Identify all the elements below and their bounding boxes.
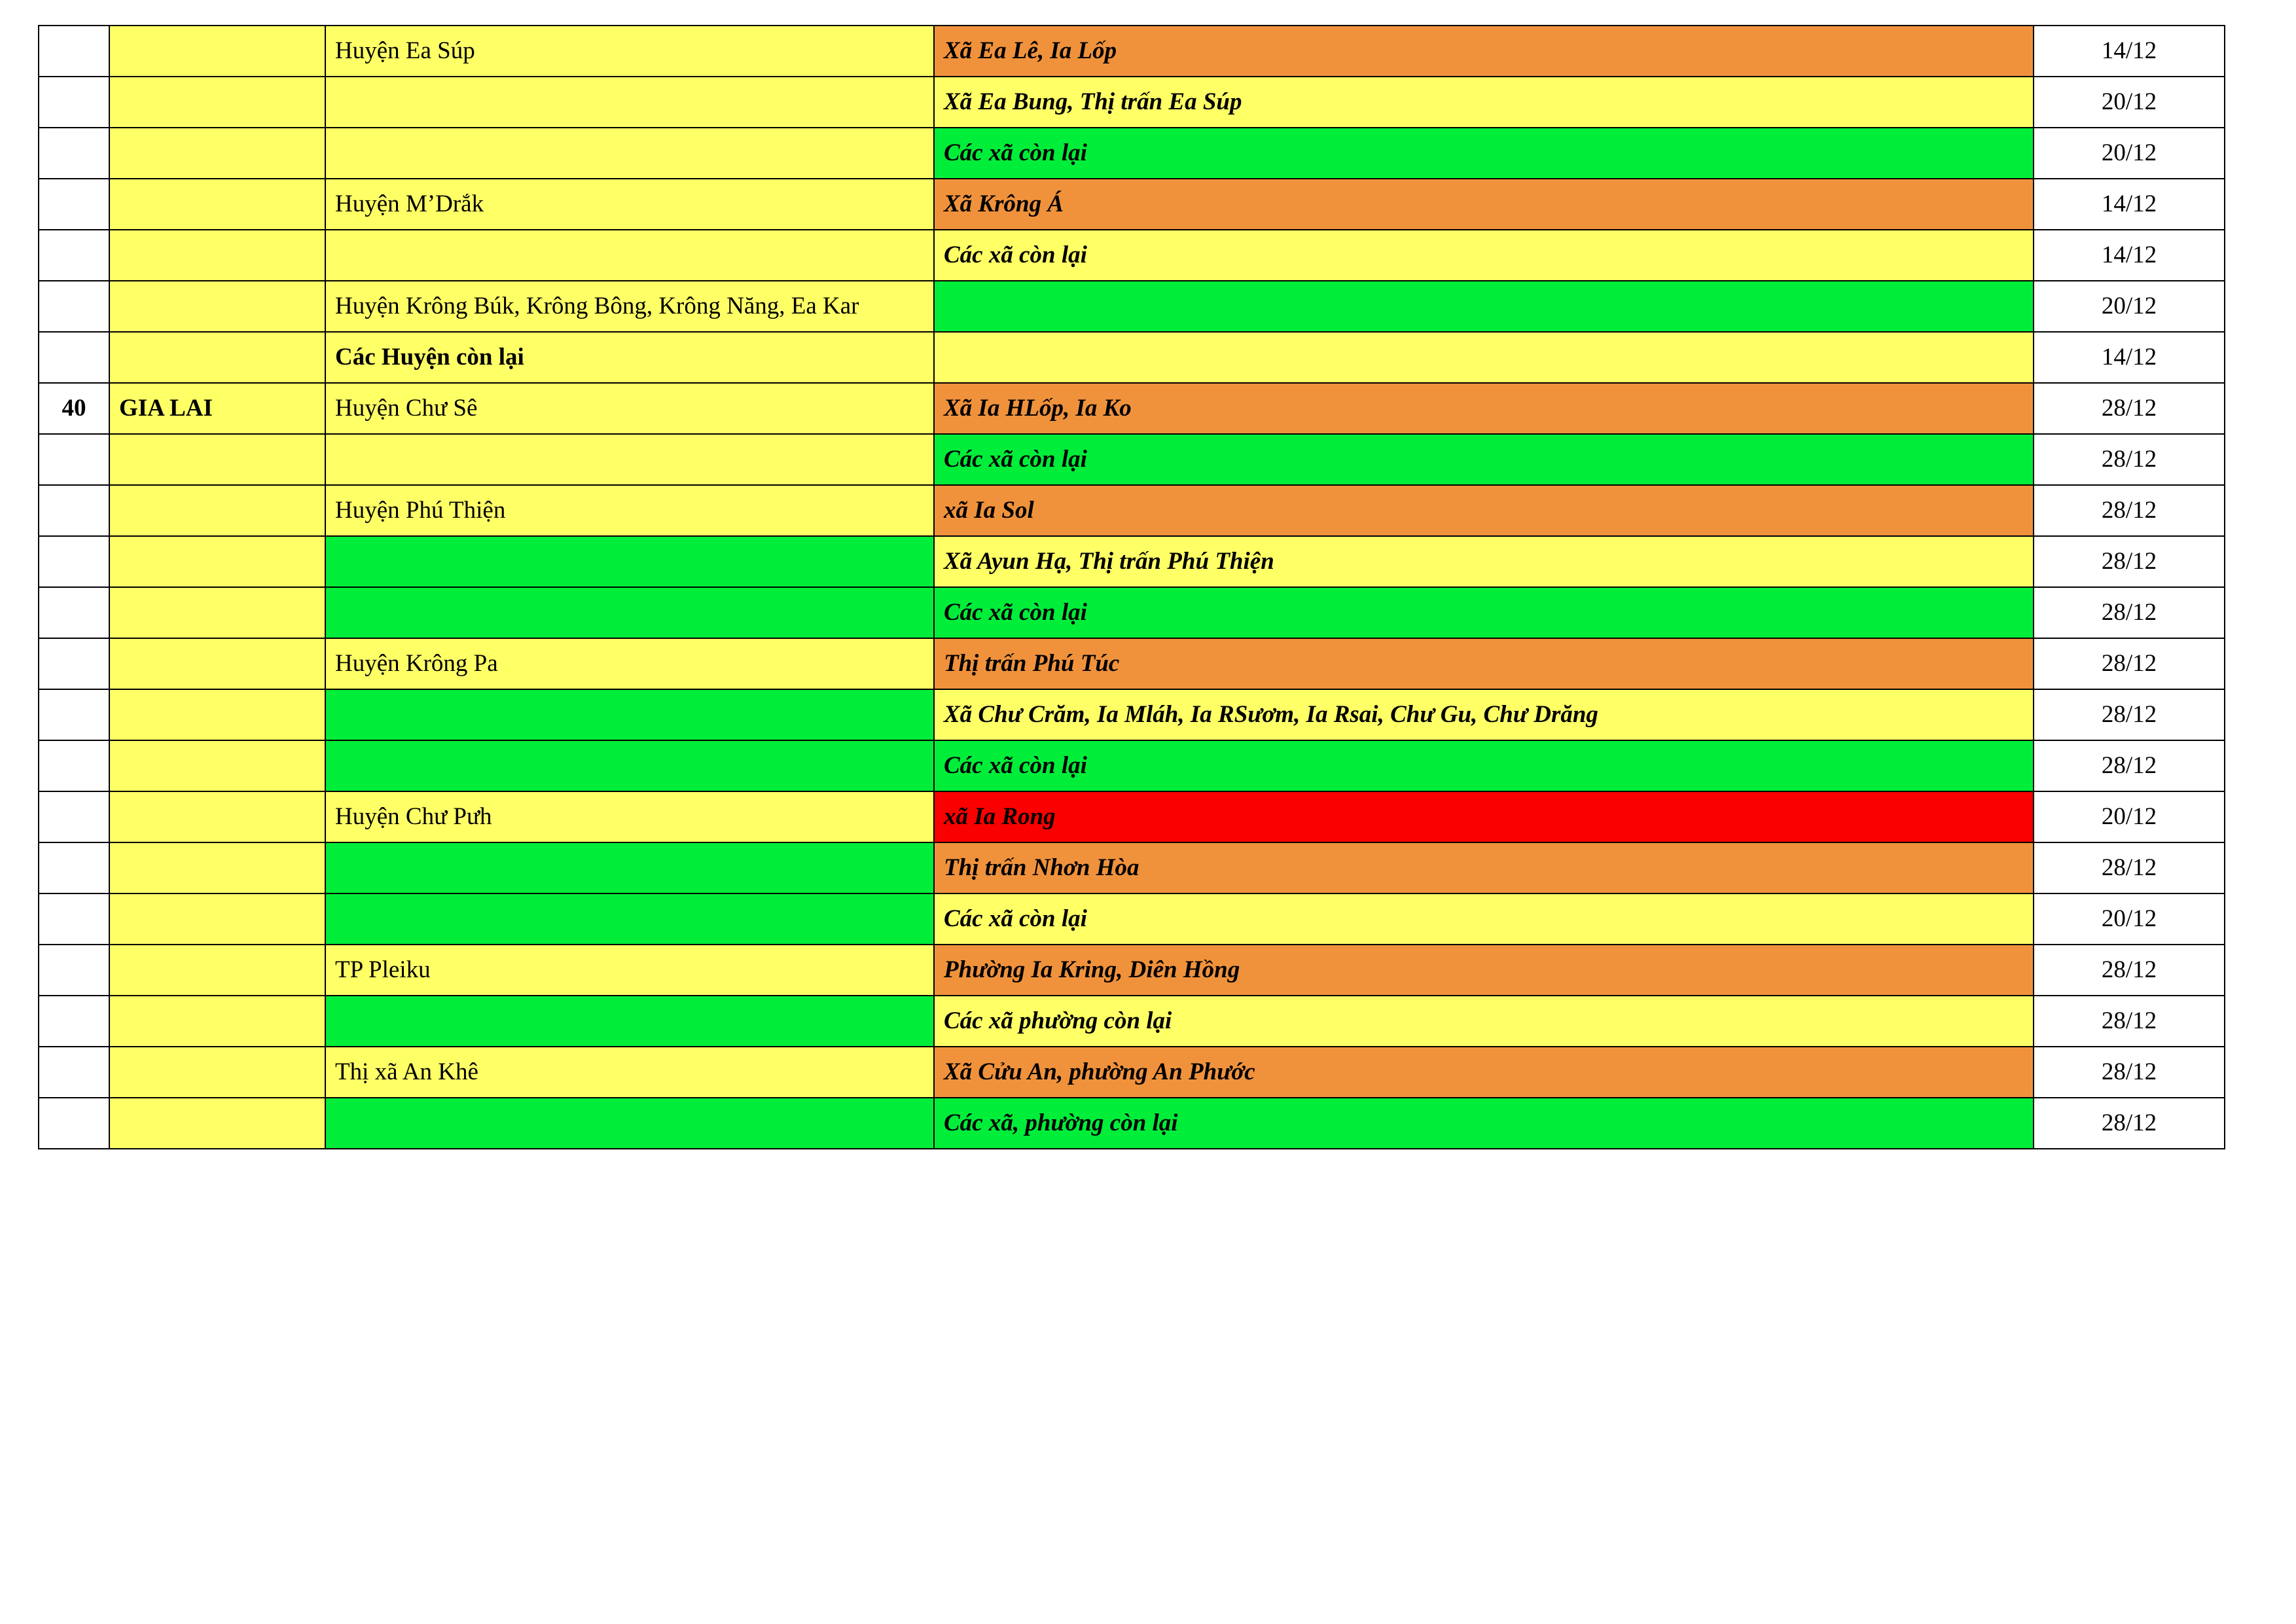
table-row (39, 791, 2225, 842)
cell-date: 28/12 (2034, 945, 2225, 996)
table-row (39, 230, 2225, 281)
cell-ward: Thị trấn Phú Túc (934, 638, 2034, 689)
cell-date: 28/12 (2034, 485, 2225, 536)
cell-province (109, 26, 325, 77)
cell-ward: xã Ia Rong (934, 791, 2034, 842)
cell-district: Huyện Ea Súp (325, 26, 934, 77)
table-row (39, 383, 2225, 434)
cell-district: Huyện Phú Thiện (325, 485, 934, 536)
cell-district (325, 842, 934, 893)
cell-index (39, 893, 109, 945)
cell-ward: Xã Ia HLốp, Ia Ko (934, 383, 2034, 434)
table-row (39, 689, 2225, 740)
cell-ward: Xã Ayun Hạ, Thị trấn Phú Thiện (934, 536, 2034, 587)
cell-district: Huyện Chư Sê (325, 383, 934, 434)
cell-district: Huyện M’Drắk (325, 179, 934, 230)
table-row (39, 77, 2225, 128)
cell-ward: Các xã còn lại (934, 230, 2034, 281)
table-row (39, 945, 2225, 996)
cell-date: 28/12 (2034, 638, 2225, 689)
table-row (39, 485, 2225, 536)
table-row (39, 281, 2225, 332)
cell-index (39, 230, 109, 281)
cell-index (39, 587, 109, 638)
cell-district: Huyện Krông Pa (325, 638, 934, 689)
cell-date: 20/12 (2034, 893, 2225, 945)
cell-ward: Các xã còn lại (934, 128, 2034, 179)
cell-date: 14/12 (2034, 230, 2225, 281)
cell-ward: Xã Ea Lê, Ia Lốp (934, 26, 2034, 77)
cell-date: 28/12 (2034, 996, 2225, 1047)
cell-index: 40 (39, 383, 109, 434)
cell-index (39, 434, 109, 485)
cell-ward: Các xã còn lại (934, 434, 2034, 485)
cell-district: TP Pleiku (325, 945, 934, 996)
cell-date: 28/12 (2034, 536, 2225, 587)
cell-date: 28/12 (2034, 383, 2225, 434)
cell-date: 14/12 (2034, 26, 2225, 77)
cell-date: 28/12 (2034, 842, 2225, 893)
cell-province (109, 638, 325, 689)
cell-index (39, 638, 109, 689)
risk-level-table (38, 25, 2225, 1149)
cell-district: Thị xã An Khê (325, 1047, 934, 1098)
cell-ward (934, 332, 2034, 383)
cell-district (325, 996, 934, 1047)
cell-ward: Xã Krông Á (934, 179, 2034, 230)
cell-date: 20/12 (2034, 77, 2225, 128)
table-row (39, 842, 2225, 893)
table-row (39, 587, 2225, 638)
table-row (39, 638, 2225, 689)
table-row (39, 1098, 2225, 1149)
cell-province (109, 485, 325, 536)
table-row (39, 434, 2225, 485)
cell-date: 28/12 (2034, 434, 2225, 485)
cell-province (109, 1098, 325, 1149)
cell-province (109, 434, 325, 485)
cell-district (325, 434, 934, 485)
cell-ward: Các xã còn lại (934, 587, 2034, 638)
cell-date: 28/12 (2034, 1047, 2225, 1098)
cell-province (109, 1047, 325, 1098)
cell-ward: Các xã, phường còn lại (934, 1098, 2034, 1149)
cell-date: 20/12 (2034, 791, 2225, 842)
table-row (39, 332, 2225, 383)
cell-district (325, 587, 934, 638)
cell-date: 28/12 (2034, 740, 2225, 791)
cell-index (39, 740, 109, 791)
cell-province (109, 791, 325, 842)
table-row (39, 740, 2225, 791)
cell-district (325, 536, 934, 587)
cell-ward (934, 281, 2034, 332)
cell-province (109, 842, 325, 893)
cell-district (325, 128, 934, 179)
cell-district (325, 740, 934, 791)
cell-ward: Xã Cửu An, phường An Phước (934, 1047, 2034, 1098)
cell-date: 28/12 (2034, 587, 2225, 638)
cell-province (109, 128, 325, 179)
cell-province (109, 179, 325, 230)
cell-province (109, 587, 325, 638)
table-row (39, 1047, 2225, 1098)
cell-province (109, 536, 325, 587)
cell-index (39, 842, 109, 893)
cell-index (39, 791, 109, 842)
cell-ward: Phường Ia Kring, Diên Hồng (934, 945, 2034, 996)
table-row (39, 893, 2225, 945)
cell-province (109, 893, 325, 945)
cell-index (39, 281, 109, 332)
cell-district: Huyện Krông Búk, Krông Bông, Krông Năng, Ea Kar (325, 281, 934, 332)
cell-date: 20/12 (2034, 281, 2225, 332)
cell-index (39, 128, 109, 179)
cell-ward: Các xã còn lại (934, 740, 2034, 791)
cell-district (325, 893, 934, 945)
cell-index (39, 77, 109, 128)
cell-district: Các Huyện còn lại (325, 332, 934, 383)
cell-date: 14/12 (2034, 332, 2225, 383)
cell-index (39, 536, 109, 587)
cell-index (39, 1098, 109, 1149)
cell-ward: Các xã còn lại (934, 893, 2034, 945)
cell-province: GIA LAI (109, 383, 325, 434)
cell-province (109, 332, 325, 383)
cell-index (39, 945, 109, 996)
cell-province (109, 689, 325, 740)
cell-index (39, 179, 109, 230)
cell-index (39, 26, 109, 77)
cell-province (109, 230, 325, 281)
table-body (39, 26, 2225, 1149)
table-row (39, 179, 2225, 230)
table-row (39, 536, 2225, 587)
cell-province (109, 740, 325, 791)
cell-ward: Xã Chư Crăm, Ia Mláh, Ia RSươm, Ia Rsai, Chư Gu, Chư Drăng (934, 689, 2034, 740)
table-row (39, 128, 2225, 179)
cell-province (109, 281, 325, 332)
cell-index (39, 332, 109, 383)
cell-index (39, 485, 109, 536)
cell-date: 14/12 (2034, 179, 2225, 230)
cell-index (39, 689, 109, 740)
cell-date: 28/12 (2034, 1098, 2225, 1149)
cell-ward: Xã Ea Bung, Thị trấn Ea Súp (934, 77, 2034, 128)
cell-ward: Các xã phường còn lại (934, 996, 2034, 1047)
cell-ward: Thị trấn Nhơn Hòa (934, 842, 2034, 893)
cell-district (325, 689, 934, 740)
cell-date: 20/12 (2034, 128, 2225, 179)
cell-district: Huyện Chư Pưh (325, 791, 934, 842)
cell-district (325, 230, 934, 281)
cell-date: 28/12 (2034, 689, 2225, 740)
cell-district (325, 77, 934, 128)
table-row (39, 26, 2225, 77)
cell-district (325, 1098, 934, 1149)
cell-province (109, 945, 325, 996)
cell-province (109, 77, 325, 128)
cell-index (39, 996, 109, 1047)
cell-province (109, 996, 325, 1047)
table-row (39, 996, 2225, 1047)
cell-index (39, 1047, 109, 1098)
cell-ward: xã Ia Sol (934, 485, 2034, 536)
